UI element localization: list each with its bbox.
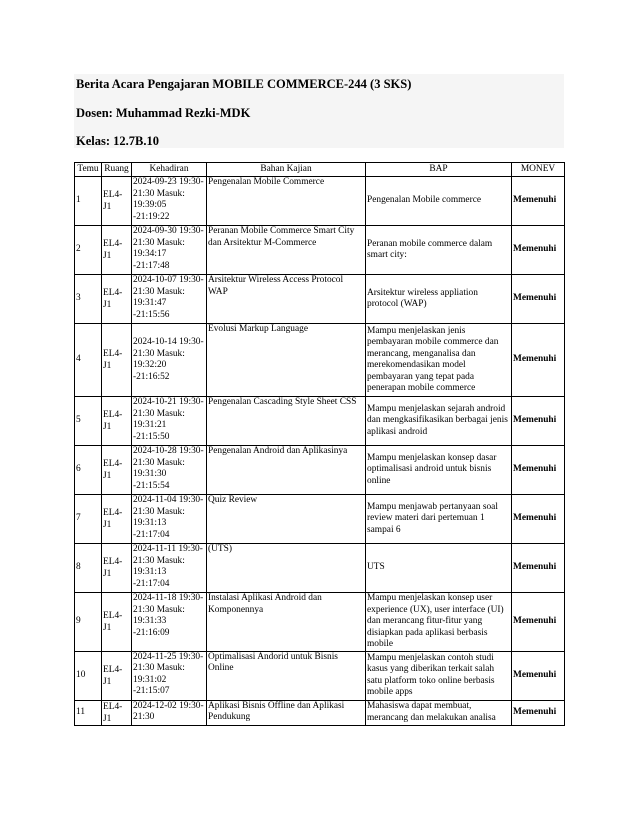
bap-cell: Mampu menjawab pertanyaan soal review materi dari pertemuan 1 sampai 6 <box>366 495 512 544</box>
bap-cell: Arsitektur wireless appliation protocol (WAP) <box>366 275 512 324</box>
temu-cell: 3 <box>75 275 102 324</box>
col-header-bahan-kajian: Bahan Kajian <box>207 163 366 177</box>
bap-cell: Mahasiswa dapat membuat, merancang dan melakukan analisa <box>366 700 512 725</box>
bahan-kajian-cell: Pengenalan Cascading Style Sheet CSS <box>207 397 366 446</box>
temu-cell: 9 <box>75 593 102 652</box>
ruang-cell: EL4-J1 <box>102 593 132 652</box>
monev-cell: Memenuhi <box>512 177 565 226</box>
ruang-cell: EL4-J1 <box>102 226 132 275</box>
monev-cell: Memenuhi <box>512 700 565 725</box>
col-header-kehadiran: Kehadiran <box>132 163 207 177</box>
bahan-kajian-cell: Peranan Mobile Commerce Smart City dan Arsitektur M-Commerce <box>207 226 366 275</box>
col-header-monev: MONEV <box>512 163 565 177</box>
monev-cell: Memenuhi <box>512 397 565 446</box>
temu-cell: 6 <box>75 446 102 495</box>
table-row <box>75 593 565 652</box>
document-header <box>74 74 564 148</box>
bahan-kajian-cell: Quiz Review <box>207 495 366 544</box>
kehadiran-cell: 2024-09-23 19:30-21:30 Masuk: 19:39:05 -21:19:22 <box>132 177 207 226</box>
bahan-kajian-cell: Evolusi Markup Language <box>207 324 366 397</box>
bahan-kajian-cell: Pengenalan Mobile Commerce <box>207 177 366 226</box>
monev-cell: Memenuhi <box>512 495 565 544</box>
temu-cell: 7 <box>75 495 102 544</box>
kehadiran-cell: 2024-10-14 19:30-21:30 Masuk: 19:32:20 -21:16:52 <box>132 324 207 397</box>
kehadiran-cell: 2024-11-04 19:30-21:30 Masuk: 19:31:13 -21:17:04 <box>132 495 207 544</box>
temu-cell: 1 <box>75 177 102 226</box>
bap-cell: Mampu menjelaskan sejarah android dan mengkasifikasikan berbagai jenis aplikasi android <box>366 397 512 446</box>
kehadiran-cell: 2024-09-30 19:30-21:30 Masuk: 19:34:17 -21:17:48 <box>132 226 207 275</box>
bap-cell: Mampu menjelaskan konsep user experience (UX), user interface (UI) dan merancang fitur-fitur yang disiapkan pada aplikasi berbasis mobile <box>366 593 512 652</box>
temu-cell: 8 <box>75 544 102 593</box>
temu-cell: 10 <box>75 651 102 700</box>
ruang-cell: EL4-J1 <box>102 446 132 495</box>
bap-cell: Pengenalan Mobile commerce <box>366 177 512 226</box>
teaching-record-table <box>74 162 565 726</box>
temu-cell: 5 <box>75 397 102 446</box>
monev-cell: Memenuhi <box>512 324 565 397</box>
bahan-kajian-cell: Aplikasi Bisnis Offline dan Aplikasi Pendukung <box>207 700 366 725</box>
table-row <box>75 397 565 446</box>
temu-cell: 2 <box>75 226 102 275</box>
bap-cell: Mampu menjelaskan konsep dasar optimalisasi android untuk bisnis online <box>366 446 512 495</box>
table-row <box>75 544 565 593</box>
table-row <box>75 177 565 226</box>
ruang-cell: EL4-J1 <box>102 544 132 593</box>
monev-cell: Memenuhi <box>512 275 565 324</box>
kehadiran-cell: 2024-11-25 19:30-21:30 Masuk: 19:31:02 -21:15:07 <box>132 651 207 700</box>
bap-cell: Peranan mobile commerce dalam smart city: <box>366 226 512 275</box>
class-code: Kelas: 12.7B.10 <box>76 134 159 148</box>
col-header-temu: Temu <box>75 163 102 177</box>
kehadiran-cell: 2024-10-07 19:30-21:30 Masuk: 19:31:47 -21:15:56 <box>132 275 207 324</box>
bahan-kajian-cell: Instalasi Aplikasi Android dan Komponennya <box>207 593 366 652</box>
table-row <box>75 700 565 725</box>
ruang-cell: EL4-J1 <box>102 495 132 544</box>
kehadiran-cell: 2024-12-02 19:30-21:30 <box>132 700 207 725</box>
bap-cell: Mampu menjelaskan jenis pembayaran mobile commerce dan merancang, menganalisa dan merekomendasikan model pembayaran yang tepat pada penerapan mobile commerce <box>366 324 512 397</box>
ruang-cell: EL4-J1 <box>102 177 132 226</box>
lecturer-name: Dosen: Muhammad Rezki-MDK <box>76 106 251 120</box>
monev-cell: Memenuhi <box>512 593 565 652</box>
kehadiran-cell: 2024-10-28 19:30-21:30 Masuk: 19:31:30 -21:15:54 <box>132 446 207 495</box>
monev-cell: Memenuhi <box>512 651 565 700</box>
ruang-cell: EL4-J1 <box>102 397 132 446</box>
col-header-bap: BAP <box>366 163 512 177</box>
document-title: Berita Acara Pengajaran MOBILE COMMERCE-244 (3 SKS) <box>76 77 412 91</box>
ruang-cell: EL4-J1 <box>102 275 132 324</box>
bahan-kajian-cell: Optimalisasi Andorid untuk Bisnis Online <box>207 651 366 700</box>
ruang-cell: EL4-J1 <box>102 324 132 397</box>
monev-cell: Memenuhi <box>512 226 565 275</box>
table-row <box>75 495 565 544</box>
kehadiran-cell: 2024-11-11 19:30-21:30 Masuk: 19:31:13 -21:17:04 <box>132 544 207 593</box>
ruang-cell: EL4-J1 <box>102 700 132 725</box>
kehadiran-cell: 2024-10-21 19:30-21:30 Masuk: 19:31:21 -21:15:50 <box>132 397 207 446</box>
bahan-kajian-cell: Pengenalan Android dan Aplikasinya <box>207 446 366 495</box>
bahan-kajian-cell: (UTS) <box>207 544 366 593</box>
bap-cell: UTS <box>366 544 512 593</box>
table-row <box>75 651 565 700</box>
table-row <box>75 446 565 495</box>
ruang-cell: EL4-J1 <box>102 651 132 700</box>
temu-cell: 4 <box>75 324 102 397</box>
table-header-row <box>75 163 565 177</box>
bahan-kajian-cell: Arsitektur Wireless Access Protocol WAP <box>207 275 366 324</box>
bap-cell: Mampu menjelaskan contoh studi kasus yang diberikan terkait salah satu platform toko online berbasis mobile apps <box>366 651 512 700</box>
table-row <box>75 226 565 275</box>
col-header-ruang: Ruang <box>102 163 132 177</box>
monev-cell: Memenuhi <box>512 544 565 593</box>
temu-cell: 11 <box>75 700 102 725</box>
table-row <box>75 275 565 324</box>
table-row <box>75 324 565 397</box>
kehadiran-cell: 2024-11-18 19:30-21:30 Masuk: 19:31:33 -21:16:09 <box>132 593 207 652</box>
monev-cell: Memenuhi <box>512 446 565 495</box>
